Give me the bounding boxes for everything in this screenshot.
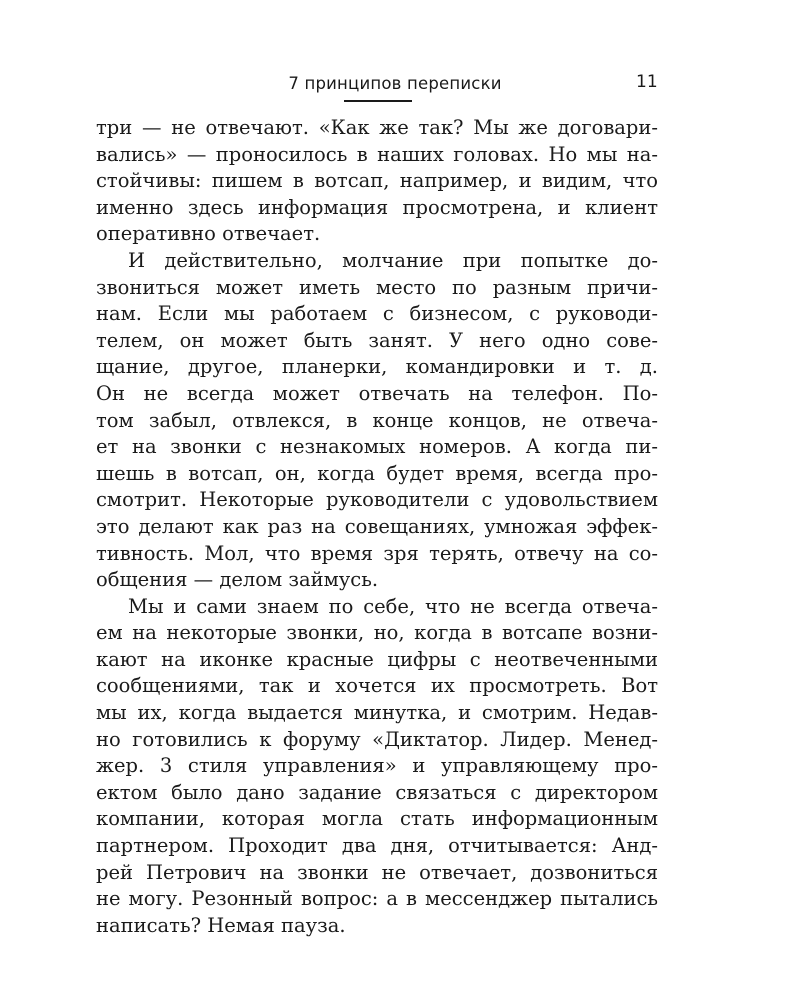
text-line: оперативно отвечает. [96,222,321,246]
page-number: 11 [636,72,658,92]
text-line: ем на некоторые звонки, но, когда в вотсапе возни- [96,621,658,645]
text-line: звониться может иметь место по разным причи- [96,275,658,299]
text-line: стойчивы: пишем в вотсап, например, и видим, что [96,169,658,193]
body-text [96,115,658,939]
text-line: жер. 3 стиля управления» и управляющему про- [96,754,658,778]
text-line: рей Петрович на звонки не отвечает, дозвониться [96,860,658,884]
text-line: но готовились к форуму «Диктатор. Лидер. Менед- [96,727,658,751]
text-line: вались» — проносилось в наших головах. Но мы на- [96,142,658,166]
paragraph [96,248,658,594]
title-underline-rule [344,100,412,102]
chapter-title: 7 принципов переписки [288,74,502,93]
text-line: тивность. Мол, что время зря терять, отвечу на со- [96,541,658,565]
text-line: сообщениями, так и хочется их просмотреть. Вот [96,674,658,698]
text-line: именно здесь информация просмотрена, и клиент [96,195,658,219]
text-line: кают на иконке красные цифры с неотвеченными [96,647,658,671]
text-line: партнером. Проходит два дня, отчитывается: Анд- [96,834,658,858]
text-line: это делают как раз на совещаниях, умножая эффек- [96,514,658,538]
text-line: щание, другое, планерки, командировки и т. д. [96,355,658,379]
text-line: нам. Если мы работаем с бизнесом, с руководи- [96,302,658,326]
running-head [0,68,800,108]
text-line: Он не всегда может отвечать на телефон. По- [96,381,658,405]
text-line: Мы и сами знаем по себе, что не всегда отвеча- [128,594,658,618]
text-line: мы их, когда выдается минутка, и смотрим. Недав- [96,701,658,725]
text-line: не могу. Резонный вопрос: а в мессенджер пытались [96,887,658,911]
text-line: смотрит. Некоторые руководители с удовольствием [96,488,658,512]
text-line: телем, он может быть занят. У него одно сове- [96,328,658,352]
text-line: три — не отвечают. «Как же так? Мы же договари- [96,116,658,139]
text-line: общения — делом займусь. [96,568,379,592]
text-line: компании, которая могла стать информационным [96,807,658,831]
text-line: И действительно, молчание при попытке до- [128,248,658,272]
text-line: ет на звонки с незнакомых номеров. А когда пи- [96,435,658,459]
text-line: ектом было дано задание связаться с директором [96,780,658,804]
paragraph [96,594,658,940]
paragraph [96,115,658,248]
text-line: том забыл, отвлекся, в конце концов, не отвеча- [96,408,658,432]
text-line: шешь в вотсап, он, когда будет время, всегда про- [96,461,658,485]
text-line: написать? Немая пауза. [96,913,346,937]
